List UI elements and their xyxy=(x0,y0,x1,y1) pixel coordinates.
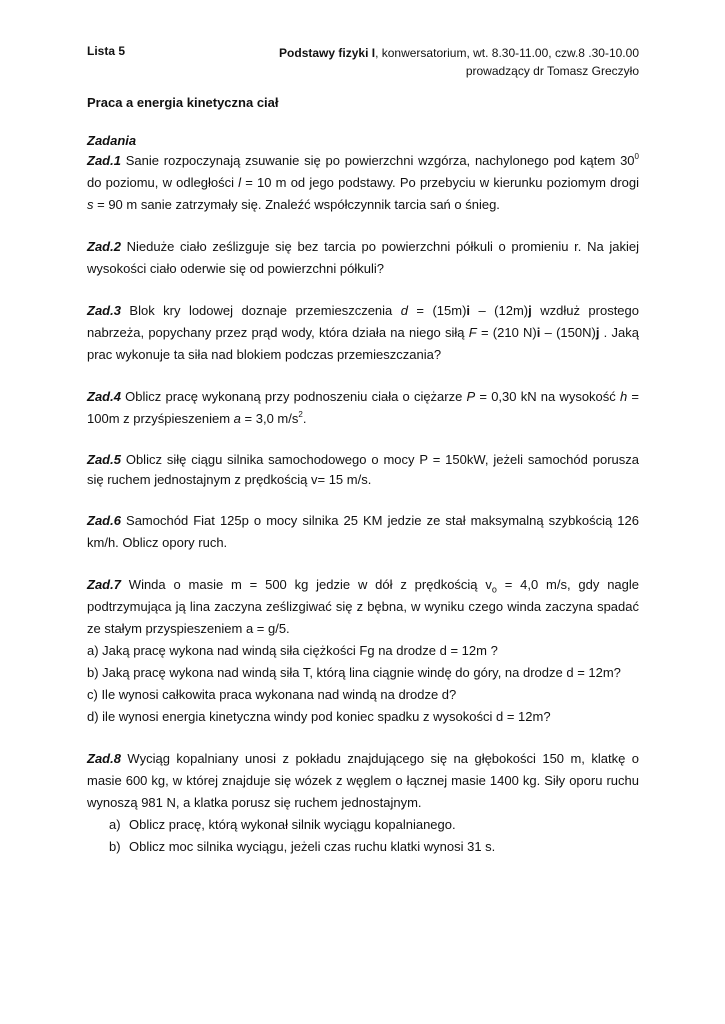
task-4: Zad.4 Oblicz pracę wykonaną przy podnoszeniu ciała o ciężarze P = 0,30 kN na wysokość h = 100m z przyśpieszeniem a = 3,0 $m/s^2$. xyxy=(87,389,639,426)
task-label: Zad.5 xyxy=(87,452,121,467)
task-label: Zad.6 xyxy=(87,513,121,528)
squared-superscript: 2 xyxy=(298,410,303,419)
task-label: Zad.3 xyxy=(87,303,121,318)
document-body xyxy=(87,94,639,858)
task-label: Zad.1 xyxy=(87,153,121,168)
task-7 xyxy=(87,574,639,728)
list-marker: a) xyxy=(109,817,121,832)
task-5: Zad.5 Oblicz siłę ciągu silnika samochodowego o mocy P = 150kW, jeżeli samochód porusza się ruchem jednostajnym z prędkością v= 15 m/s. xyxy=(87,452,639,487)
course-details: , konwersatorium, wt. 8.30-11.00, czw.8 .30-10.00 xyxy=(375,46,639,60)
list-item: a) Oblicz pracę, którą wykonał silnik wyciągu kopalnianego. xyxy=(87,814,639,836)
question-b: b) Jaką pracę wykona nad windą siła T, którą lina ciągnie windę do góry, na drodze d = 12m? xyxy=(87,665,621,680)
degree-superscript: 0 xyxy=(634,152,639,161)
task-label: Zad.4 xyxy=(87,389,121,404)
task-2: Zad.2 Nieduże ciało ześlizguje się bez tarcia po powierzchni półkuli o promieniu r. Na jakiej wysokości ciało oderwie się od powierzchni półkuli? xyxy=(87,239,639,276)
task-label: Zad.2 xyxy=(87,239,121,254)
list-marker: b) xyxy=(109,839,121,854)
question-c: c) Ile wynosi całkowita praca wykonana nad windą na drodze d? xyxy=(87,687,457,702)
question-a: a) Jaką pracę wykona nad windą siła ciężkości Fg na drodze d = 12m ? xyxy=(87,643,498,658)
question-d: d) ile wynosi energia kinetyczna windy pod koniec spadku z wysokości d = 12m? xyxy=(87,709,551,724)
task-3: Zad.3 Blok kry lodowej doznaje przemieszczenia d = (15m)i – (12m)j wzdłuż prostego nabrzeża, popychany przez prąd wody, która działa na niego siłą F = (210 N)i – (150N)j . Jaką prac wykonuje ta siła nad blokiem podczas przemieszczania? xyxy=(87,303,639,362)
task-label: Zad.7 xyxy=(87,577,121,592)
task-8-body: Zad.8 Wyciąg kopalniany unosi z pokładu znajdującego się na głębokości 150 m, klatkę o masie 600 kg, w której znajduje się wózek z węglem o łącznej masie 1400 kg. Siły oporu ruchu wynoszą 981 N, a klatka porusz się ruchem jednostajnym. xyxy=(87,751,639,810)
page-header xyxy=(279,44,639,80)
list-item: b) Oblicz moc silnika wyciągu, jeżeli czas ruchu klatki wynosi 31 s. xyxy=(87,836,639,858)
task-7-body: Zad.7 Winda o masie m = 500 kg jedzie w dół z prędkością $v_o = 4,0$ m/s, gdy nagle podtrzymująca ją lina zaczyna ześlizgiwać się z bębna, w wyniku czego winda zaczyna spadać ze stałym przyspieszeniem a = g/5. xyxy=(87,577,640,636)
section-heading: Zadania xyxy=(87,133,137,148)
subscript-o: o xyxy=(491,584,497,595)
course-title: Podstawy fizyki I xyxy=(279,46,376,60)
task-6: Zad.6 Samochód Fiat 125p o mocy silnika 25 KM jedzie ze stał maksymalną szybkością 126 km/h. Oblicz opory ruch. xyxy=(87,513,639,550)
page-title: Praca a energia kinetyczna ciał xyxy=(87,95,279,110)
course-line xyxy=(279,44,639,62)
task-label: Zad.8 xyxy=(87,751,121,766)
instructor: prowadzący dr Tomasz Greczyło xyxy=(465,64,639,78)
task-1: Zad.1 Sanie rozpoczynają zsuwanie się po powierzchni wzgórza, nachylonego pod kątem $30^0$ do poziomu, w odległości l = 10 m od jego podstawy. Po przebyciu w kierunku poziomym drogi s = 90 m sanie zatrzymały się. Znaleźć współczynnik tarcia sań o śnieg. xyxy=(87,152,639,212)
task-8 xyxy=(87,748,639,858)
list-label: Lista 5 xyxy=(87,44,126,58)
task-8-subquestions xyxy=(87,814,639,858)
